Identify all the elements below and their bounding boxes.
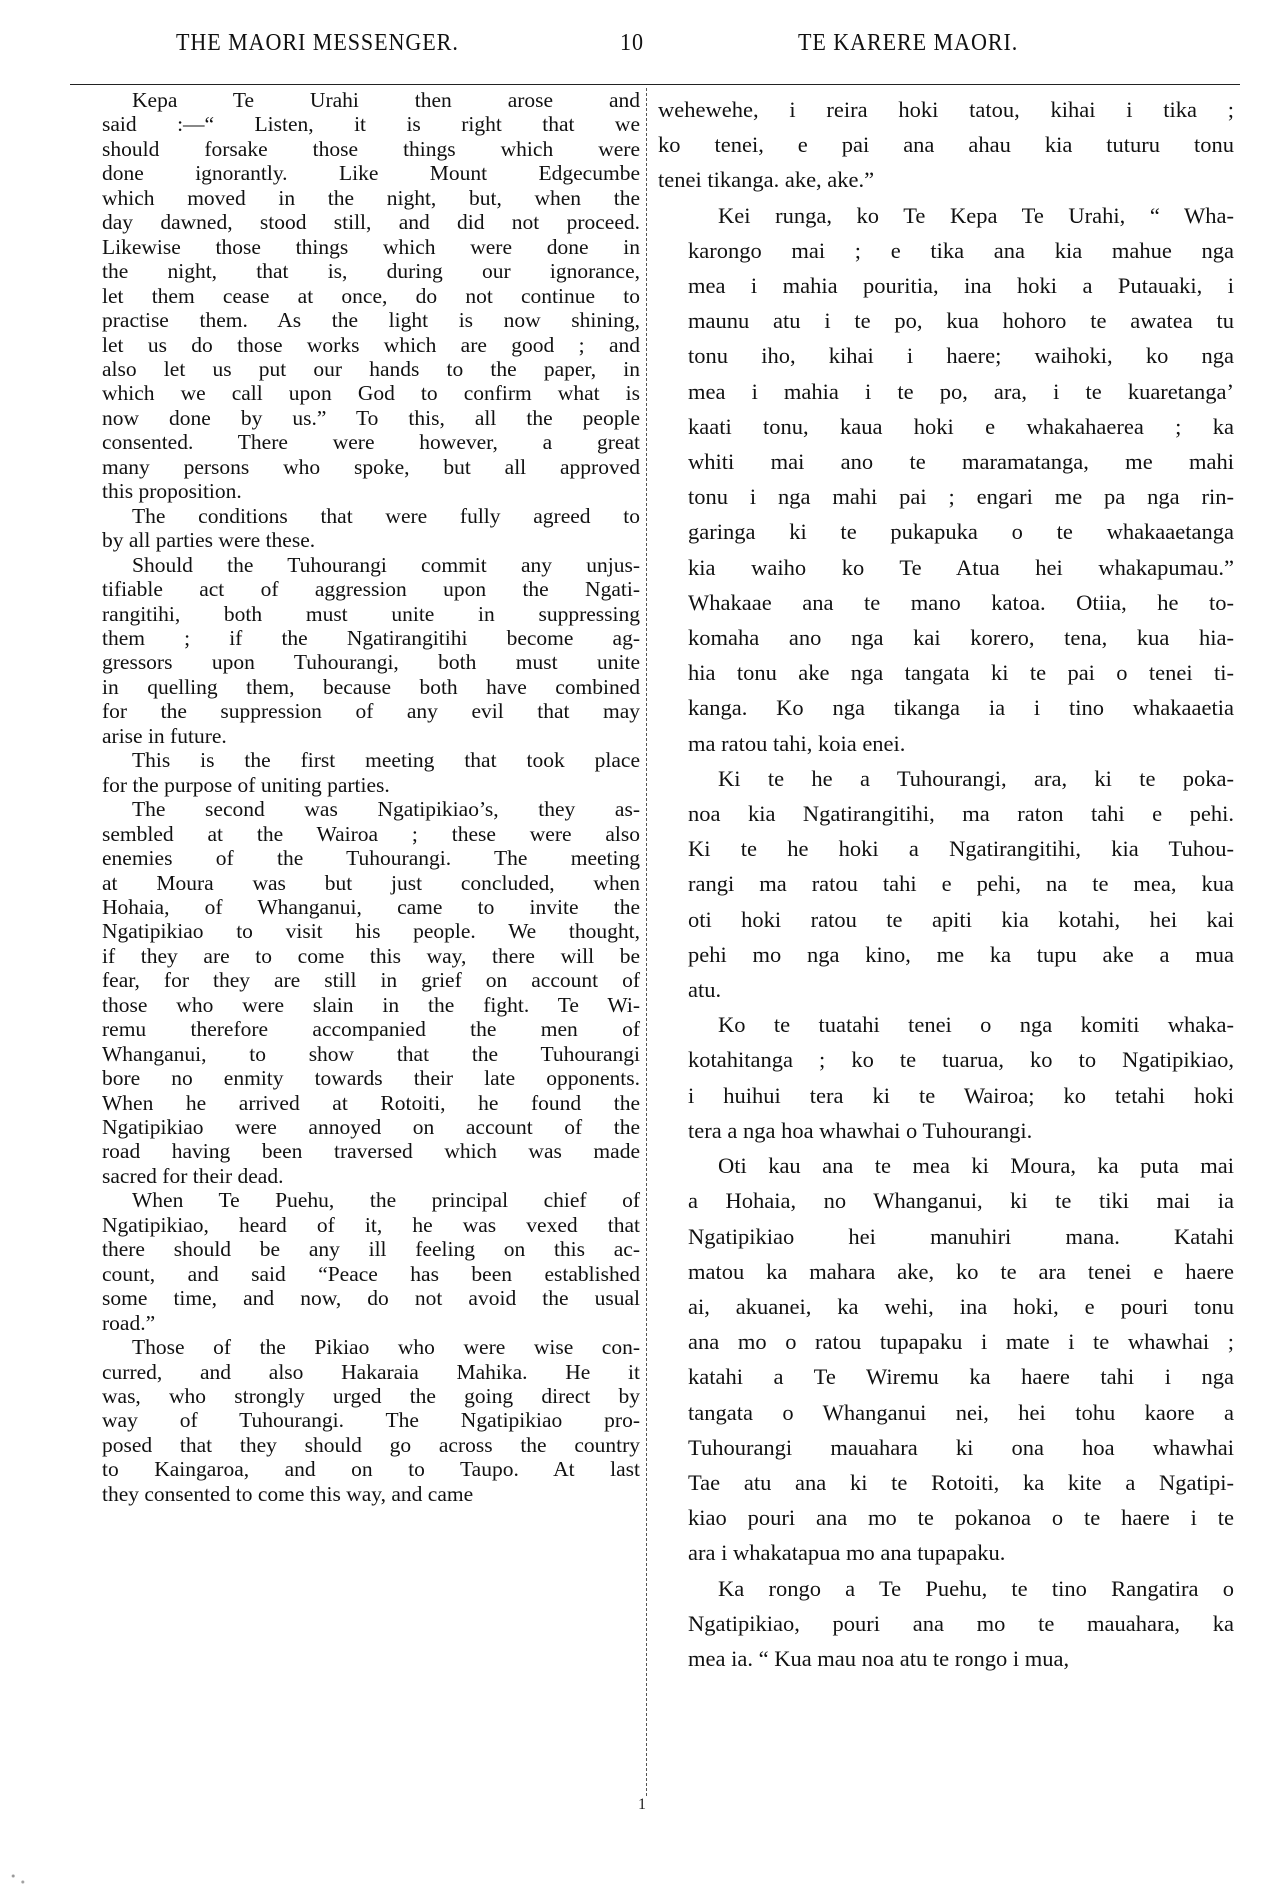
text-line: let us do those works which are good ; and [102, 332, 640, 357]
text-line: those who were slain in the fight. Te Wi- [102, 992, 640, 1017]
english-column [72, 88, 640, 1506]
text-line: now done by us.” To this, all the people [102, 405, 640, 430]
text-line: for the purpose of uniting parties. [102, 772, 390, 797]
text-line: Oti kau ana te mea ki Moura, ka puta mai [718, 1153, 1234, 1179]
paragraph [658, 92, 1234, 198]
paragraph [72, 748, 640, 797]
text-line: many persons who spoke, but all approved [102, 454, 640, 479]
text-line: Whanganui, to show that the Tuhourangi [102, 1041, 640, 1066]
text-line: should forsake those things which were [102, 136, 640, 161]
text-line: by all parties were these. [102, 528, 316, 553]
text-line: at Moura was but just concluded, when [102, 870, 640, 895]
text-line: i huihui tera ki te Wairoa; ko tetahi hoki [688, 1082, 1234, 1108]
text-line: tonu i nga mahi pai ; engari me pa nga rin- [688, 484, 1234, 510]
text-line: Kepa Te Urahi then arose and [132, 88, 640, 112]
text-line: this proposition. [102, 479, 242, 504]
text-line: Kei runga, ko Te Kepa Te Urahi, “ Wha- [718, 202, 1234, 228]
text-line: kotahitanga ; ko te tuarua, ko to Ngatipikiao, [688, 1047, 1234, 1073]
text-line: Hohaia, of Whanganui, came to invite the [102, 894, 640, 919]
text-line: said :—“ Listen, it is right that we [102, 112, 640, 137]
paragraph [72, 1335, 640, 1506]
text-line: kanga. Ko nga tikanga ia i tino whakaaetia [688, 695, 1234, 721]
text-line: rangi ma ratou tahi e pehi, na te mea, kua [688, 871, 1234, 897]
text-line: consented. There were however, a great [102, 430, 640, 455]
text-line: kia waiho ko Te Atua hei whakapumau.” [688, 554, 1234, 580]
text-line: the night, that is, during our ignorance, [102, 259, 640, 284]
maori-masthead-title: TE KARERE MAORI. [798, 30, 1019, 56]
text-line: Ki te he hoki a Ngatirangitihi, kia Tuhou- [688, 836, 1234, 862]
text-line: Those of the Pikiao who were wise con- [132, 1335, 640, 1360]
text-line: posed that they should go across the country [102, 1432, 640, 1457]
text-line: road having been traversed which was made [102, 1139, 640, 1164]
paragraph [72, 504, 640, 553]
text-line: remu therefore accompanied the men of [102, 1017, 640, 1042]
header-rule [70, 84, 1240, 85]
paragraph [72, 797, 640, 1188]
text-line: they consented to come this way, and came [102, 1481, 474, 1506]
paragraph [658, 761, 1234, 1007]
page-number: 10 [620, 30, 644, 56]
text-line: some time, and now, do not avoid the usual [102, 1286, 640, 1311]
text-line: road.” [102, 1310, 156, 1335]
text-line: enemies of the Tuhourangi. The meeting [102, 846, 640, 871]
maori-column [658, 92, 1234, 1676]
text-line: whiti mai ano te maramatanga, me mahi [688, 449, 1234, 475]
text-line: Ngatipikiao, pouri ana mo te mauahara, ka [688, 1610, 1234, 1636]
english-masthead-title: THE MAORI MESSENGER. [176, 30, 459, 56]
text-line: day dawned, stood still, and did not proceed. [102, 210, 640, 235]
text-line: let them cease at once, do not continue to [102, 283, 640, 308]
text-line: to Kaingaroa, and on to Taupo. At last [102, 1457, 640, 1482]
text-line: Whakaae ana te mano katoa. Otiia, he to- [688, 589, 1234, 615]
text-line: ara i whakatapua mo ana tupapaku. [688, 1540, 1006, 1566]
text-line: mea i mahia pouritia, ina hoki a Putauaki, i [688, 273, 1234, 299]
text-line: sembled at the Wairoa ; these were also [102, 821, 640, 846]
text-line: rangitihi, both must unite in suppressing [102, 601, 640, 626]
text-line: Should the Tuhourangi commit any unjus- [132, 552, 640, 577]
text-line: gressors upon Tuhourangi, both must unite [102, 650, 640, 675]
text-line: hia tonu ake nga tangata ki te pai o tenei ti- [688, 660, 1234, 686]
text-line: done ignorantly. Like Mount Edgecumbe [102, 161, 640, 186]
text-line: also let us put our hands to the paper, in [102, 356, 640, 381]
paragraph [658, 1571, 1234, 1677]
text-line: Ngatipikiao were annoyed on account of the [102, 1115, 640, 1140]
text-line: there should be any ill feeling on this ac- [102, 1237, 640, 1262]
text-line: ma ratou tahi, koia enei. [688, 730, 906, 756]
text-line: katahi a Te Wiremu ka haere tahi i nga [688, 1364, 1234, 1390]
text-line: wehewehe, i reira hoki tatou, kihai i tika ; [658, 97, 1234, 122]
text-line: Ngatipikiao to visit his people. We thought, [102, 919, 640, 944]
signature-mark: 1 [638, 1796, 646, 1813]
text-line: which we call upon God to confirm what is [102, 381, 640, 406]
paragraph [72, 88, 640, 504]
text-line: them ; if the Ngatirangitihi become ag- [102, 625, 640, 650]
text-line: if they are to come this way, there will be [102, 943, 640, 968]
paragraph [658, 1148, 1234, 1570]
text-line: Tae atu ana ki te Rotoiti, ka kite a Ngatipi- [688, 1469, 1234, 1495]
text-line: in quelling them, because both have combined [102, 674, 640, 699]
text-line: for the suppression of any evil that may [102, 699, 640, 724]
page-header [0, 0, 1280, 100]
text-line: way of Tuhourangi. The Ngatipikiao pro- [102, 1408, 640, 1433]
text-line: fear, for they are still in grief on account of [102, 968, 640, 993]
text-line: Ki te he a Tuhourangi, ara, ki te poka- [718, 765, 1234, 791]
text-line: practise them. As the light is now shining, [102, 308, 640, 333]
text-line: The second was Ngatipikiao’s, they as- [132, 797, 640, 822]
text-line: This is the first meeting that took place [132, 748, 640, 773]
text-line: matou ka mahara ake, ko te ara tenei e haere [688, 1258, 1234, 1284]
text-line: tifiable act of aggression upon the Ngati- [102, 577, 640, 602]
text-line: Ngatipikiao hei manuhiri mana. Katahi [688, 1223, 1234, 1249]
text-line: tangata o Whanganui nei, hei tohu kaore a [688, 1399, 1234, 1425]
text-line: curred, and also Hakaraia Mahika. He it [102, 1359, 640, 1384]
text-line: arise in future. [102, 723, 227, 748]
text-line: pehi mo nga kino, me ka tupu ake a mua [688, 941, 1234, 967]
text-line: Ko te tuatahi tenei o nga komiti whaka- [718, 1012, 1234, 1038]
text-line: noa kia Ngatirangitihi, ma raton tahi e pehi. [688, 801, 1234, 827]
text-line: When he arrived at Rotoiti, he found the [102, 1090, 640, 1115]
text-line: mea i mahia i te po, ara, i te kuaretanga’ [688, 378, 1234, 404]
text-line: a Hohaia, no Whanganui, ki te tiki mai ia [688, 1188, 1234, 1214]
text-line: kiao pouri ana mo te pokanoa o te haere i te [688, 1505, 1234, 1531]
text-line: sacred for their dead. [102, 1163, 284, 1188]
text-line: mea ia. “ Kua mau noa atu te rongo i mua, [688, 1645, 1070, 1671]
text-line: ko tenei, e pai ana ahau kia tuturu tonu [658, 132, 1234, 158]
text-line: tera a nga hoa whawhai o Tuhourangi. [688, 1117, 1033, 1143]
text-line: count, and said “Peace has been established [102, 1261, 640, 1286]
text-line: Likewise those things which were done in [102, 234, 640, 259]
text-line: komaha ano nga kai korero, tena, kua hia- [688, 625, 1234, 651]
text-line: atu. [688, 977, 722, 1003]
text-line: Tuhourangi mauahara ki ona hoa whawhai [688, 1434, 1234, 1460]
text-line: garinga ki te pukapuka o te whakaaetanga [688, 519, 1234, 545]
text-line: tonu iho, kihai i haere; waihoki, ko nga [688, 343, 1234, 369]
column-divider [646, 88, 647, 1796]
paragraph [658, 198, 1234, 761]
text-line: bore no enmity towards their late opponents. [102, 1066, 640, 1091]
text-line: tenei tikanga. ake, ake.” [658, 167, 875, 193]
text-line: When Te Puehu, the principal chief of [132, 1188, 640, 1213]
text-line: karongo mai ; e tika ana kia mahue nga [688, 237, 1234, 263]
text-line: which moved in the night, but, when the [102, 185, 640, 210]
print-speckle [6, 1868, 30, 1888]
paragraph [72, 553, 640, 749]
text-line: ana mo o ratou tupapaku i mate i te whawhai ; [688, 1329, 1234, 1355]
text-line: oti hoki ratou te apiti kia kotahi, hei kai [688, 906, 1234, 932]
text-line: kaati tonu, kaua hoki e whakahaerea ; ka [688, 413, 1234, 439]
text-line: was, who strongly urged the going direct by [102, 1384, 640, 1409]
paragraph [658, 1007, 1234, 1148]
text-line: maunu atu i te po, kua hohoro te awatea tu [688, 308, 1234, 334]
paragraph [72, 1188, 640, 1335]
text-line: Ka rongo a Te Puehu, te tino Rangatira o [718, 1575, 1234, 1601]
text-line: Ngatipikiao, heard of it, he was vexed that [102, 1212, 640, 1237]
text-line: The conditions that were fully agreed to [132, 503, 640, 528]
text-line: ai, akuanei, ka wehi, ina hoki, e pouri tonu [688, 1293, 1234, 1319]
